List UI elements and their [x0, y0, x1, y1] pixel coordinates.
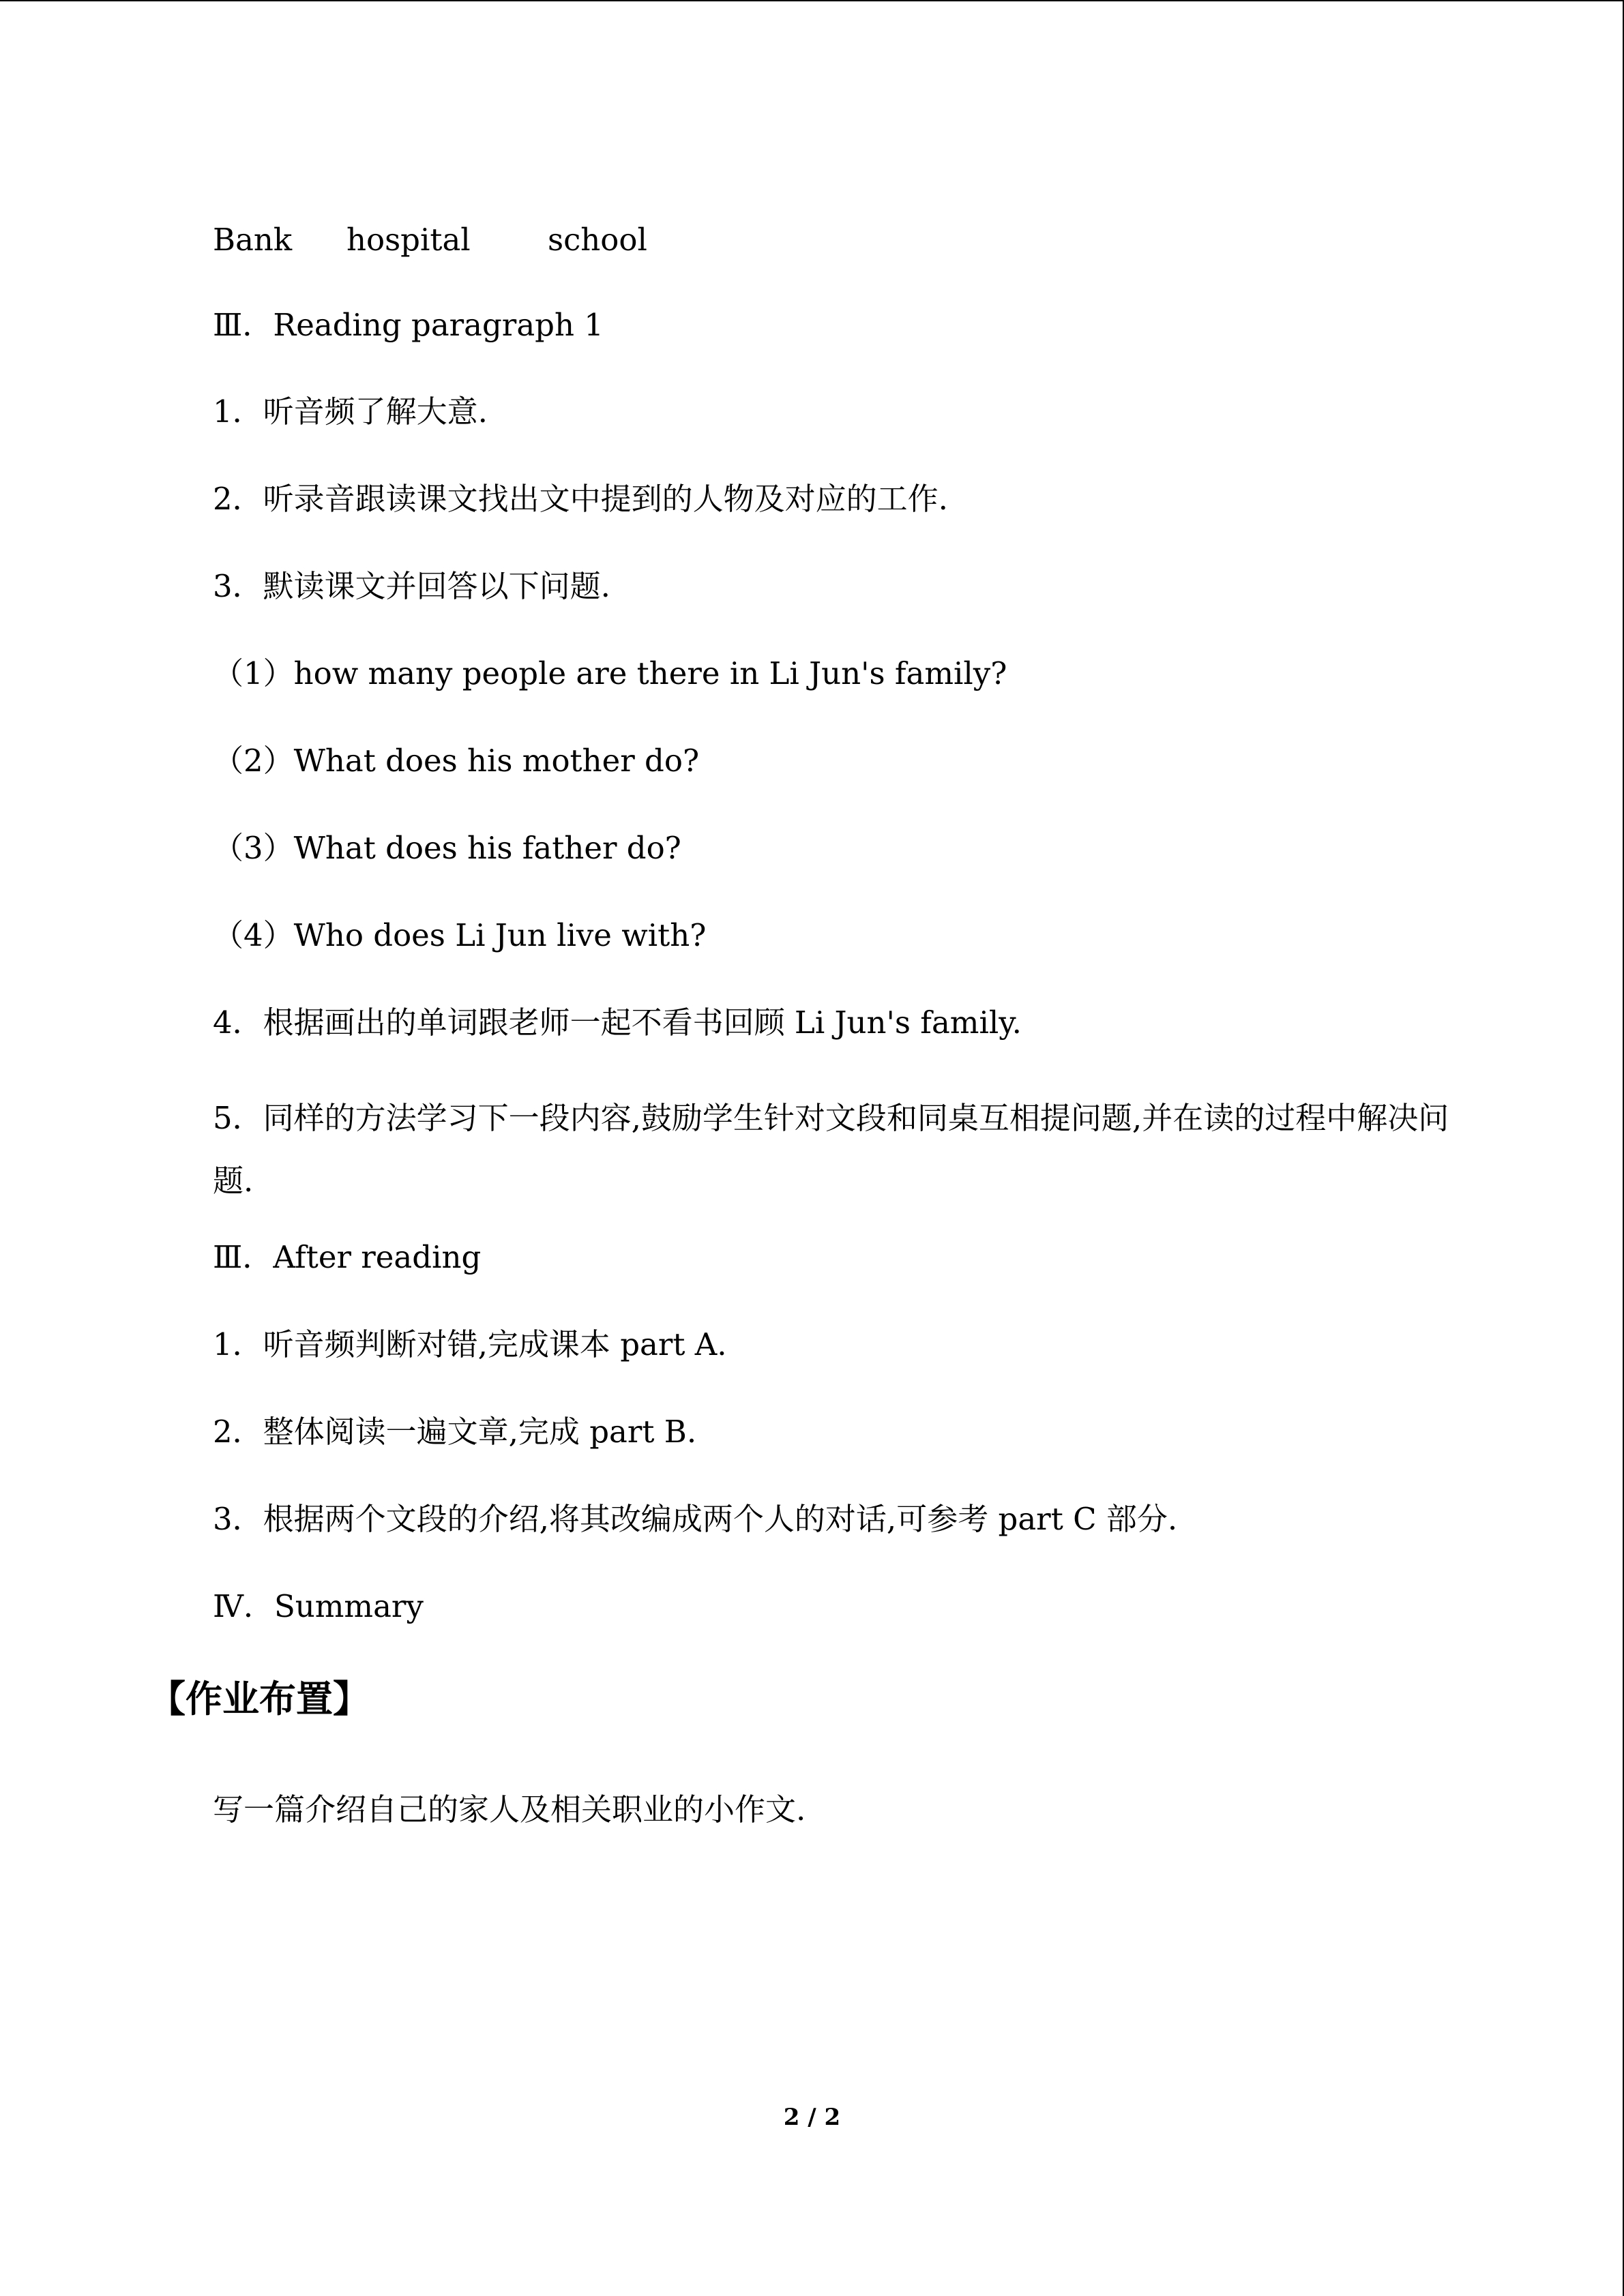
vocab-word-bank: Bank [213, 222, 293, 258]
question-1: （1）how many people are there in Li Jun's family? [213, 655, 1007, 691]
vocab-word-hospital: hospital [346, 222, 471, 258]
homework-heading: 【作业布置】 [149, 1678, 370, 1720]
question-2: （2）What does his mother do? [213, 743, 700, 779]
after-item-3: 3．根据两个文段的介绍,将其改编成两个人的对话,可参考 part C 部分. [213, 1501, 1178, 1537]
section-reading-heading: Ⅲ．Reading paragraph 1 [213, 307, 604, 343]
section-after-reading-heading: Ⅲ．After reading [213, 1239, 482, 1275]
reading-item-2: 2．听录音跟读课文找出文中提到的人物及对应的工作. [213, 481, 948, 517]
reading-item-5-text: 5．同样的方法学习下一段内容,鼓励学生针对文段和同桌互相提问题,并在读的过程中解决问题. [213, 1100, 1449, 1199]
page-number: 2 / 2 [783, 2104, 841, 2131]
section-summary-heading: Ⅳ．Summary [213, 1588, 424, 1624]
reading-item-5 [149, 1087, 1472, 1212]
reading-item-4: 4．根据画出的单词跟老师一起不看书回顾 Li Jun's family. [213, 1004, 1022, 1041]
after-item-1: 1．听音频判断对错,完成课本 part A. [213, 1326, 727, 1362]
vocab-word-school: school [548, 222, 647, 258]
vocab-line [213, 220, 647, 260]
reading-item-3: 3．默读课文并回答以下问题. [213, 568, 610, 604]
question-4: （4）Who does Li Jun live with? [213, 917, 707, 953]
reading-item-1: 1．听音频了解大意. [213, 393, 488, 430]
after-item-2: 2．整体阅读一遍文章,完成 part B. [213, 1414, 697, 1450]
question-3: （3）What does his father do? [213, 830, 681, 866]
homework-text: 写一篇介绍自己的家人及相关职业的小作文. [213, 1791, 806, 1828]
